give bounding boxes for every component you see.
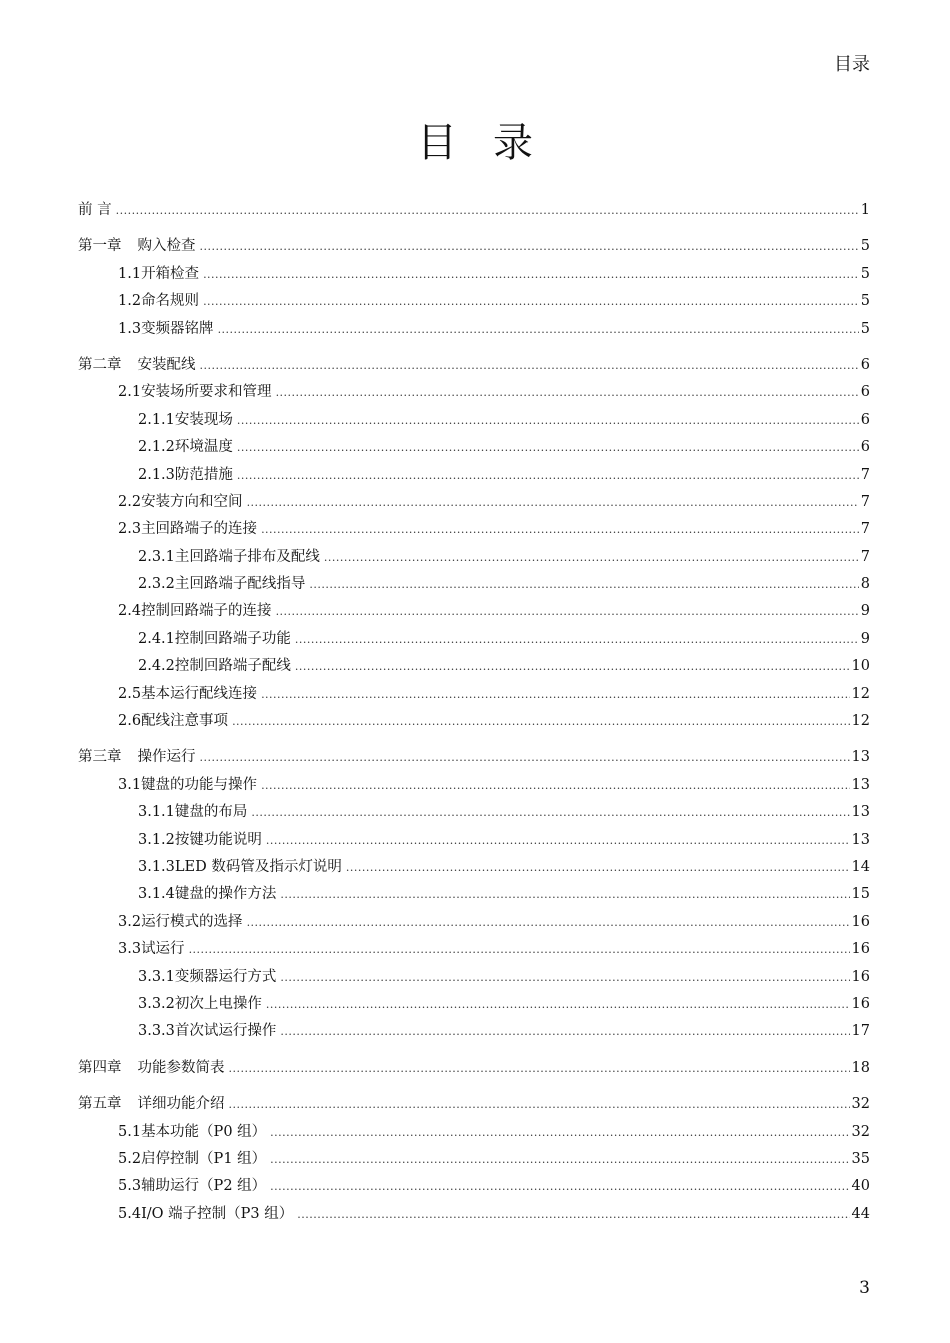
toc-entry-number: 3.3.1 bbox=[138, 968, 175, 985]
toc-entry[interactable] bbox=[78, 965, 870, 992]
toc-entry-page: 13 bbox=[851, 776, 870, 793]
toc-entry[interactable] bbox=[78, 800, 870, 827]
toc-entry-label: 首次试运行操作 bbox=[174, 1023, 277, 1040]
toc-leader-dots bbox=[229, 1062, 850, 1075]
toc-entry[interactable] bbox=[78, 289, 870, 316]
toc-entry-number: 2.5 bbox=[118, 685, 142, 702]
toc-entry[interactable] bbox=[78, 773, 870, 800]
toc-entry-page: 17 bbox=[851, 1023, 870, 1040]
toc-leader-dots bbox=[297, 1208, 849, 1221]
toc-leader-dots bbox=[189, 943, 850, 956]
toc-leader-dots bbox=[280, 971, 849, 984]
toc-entry-number: 3.1.3 bbox=[138, 858, 175, 875]
toc-entry-number: 3.1.4 bbox=[138, 886, 175, 903]
toc-entry-page: 35 bbox=[851, 1150, 870, 1167]
toc-entry-page: 1 bbox=[860, 202, 870, 218]
toc-entry-page: 16 bbox=[851, 913, 870, 930]
toc-entry[interactable] bbox=[78, 234, 870, 261]
toc-entry-page: 40 bbox=[851, 1178, 870, 1195]
toc-entry-label: 主回路端子配线指导 bbox=[174, 576, 306, 593]
toc-entry[interactable] bbox=[78, 882, 870, 909]
toc-entry[interactable] bbox=[78, 1092, 870, 1119]
toc-entry[interactable] bbox=[78, 1174, 870, 1201]
table-of-contents bbox=[78, 198, 870, 1229]
toc-entry-label: 功能参数简表 bbox=[137, 1059, 225, 1076]
toc-leader-dots bbox=[203, 268, 859, 281]
toc-entry-page: 6 bbox=[860, 439, 870, 456]
toc-entry-number: 3.3.2 bbox=[138, 995, 175, 1012]
toc-entry-label: 按键功能说明 bbox=[174, 831, 262, 848]
toc-leader-dots bbox=[237, 441, 859, 454]
toc-entry-label: 启停控制（P1 组） bbox=[141, 1150, 267, 1167]
toc-entry[interactable] bbox=[78, 709, 870, 736]
toc-entry[interactable] bbox=[78, 992, 870, 1019]
toc-entry-label: 控制回路端子功能 bbox=[174, 630, 291, 647]
toc-entry-page: 8 bbox=[860, 576, 870, 593]
toc-entry-page: 5 bbox=[860, 293, 870, 310]
toc-leader-dots bbox=[261, 523, 859, 536]
toc-entry-number: 5.1 bbox=[118, 1123, 142, 1140]
toc-entry[interactable] bbox=[78, 463, 870, 490]
toc-entry-number: 1.1 bbox=[118, 265, 142, 282]
toc-entry-label: 防范措施 bbox=[174, 466, 233, 483]
toc-entry-page: 7 bbox=[860, 521, 870, 538]
toc-entry-page: 13 bbox=[851, 804, 870, 821]
toc-leader-dots bbox=[276, 386, 859, 399]
toc-entry-number: 第三章 bbox=[78, 749, 122, 766]
toc-leader-dots bbox=[270, 1180, 849, 1193]
toc-entry-label: 开箱检查 bbox=[141, 265, 200, 282]
toc-leader-dots bbox=[232, 715, 849, 728]
toc-leader-dots bbox=[324, 551, 859, 564]
toc-entry-page: 7 bbox=[860, 493, 870, 510]
toc-entry[interactable] bbox=[78, 855, 870, 882]
toc-entry-label: 初次上电操作 bbox=[174, 995, 262, 1012]
toc-entry[interactable] bbox=[78, 517, 870, 544]
toc-entry[interactable] bbox=[78, 408, 870, 435]
toc-entry-number: 5.4 bbox=[118, 1205, 142, 1222]
toc-entry-page: 18 bbox=[851, 1059, 870, 1076]
toc-entry-page: 13 bbox=[851, 749, 870, 766]
toc-entry-page: 9 bbox=[860, 630, 870, 647]
toc-leader-dots bbox=[229, 1098, 850, 1111]
toc-entry[interactable] bbox=[78, 572, 870, 599]
toc-entry-label: 键盘的布局 bbox=[174, 804, 248, 821]
toc-leader-dots bbox=[270, 1153, 849, 1166]
toc-entry-page: 16 bbox=[851, 968, 870, 985]
toc-entry-number: 2.4.2 bbox=[138, 658, 175, 675]
toc-entry-page: 12 bbox=[851, 685, 870, 702]
toc-entry[interactable] bbox=[78, 682, 870, 709]
toc-entry-page: 6 bbox=[860, 356, 870, 373]
toc-entry-number: 2.1.3 bbox=[138, 466, 175, 483]
toc-leader-dots bbox=[237, 414, 859, 427]
toc-entry[interactable] bbox=[78, 1120, 870, 1147]
toc-leader-dots bbox=[218, 323, 859, 336]
toc-entry[interactable] bbox=[78, 599, 870, 626]
toc-leader-dots bbox=[295, 660, 850, 673]
toc-entry-label: 键盘的功能与操作 bbox=[141, 776, 258, 793]
toc-entry-number: 3.3.3 bbox=[138, 1023, 175, 1040]
toc-entry[interactable] bbox=[78, 654, 870, 681]
toc-entry-page: 16 bbox=[851, 941, 870, 958]
toc-leader-dots bbox=[200, 240, 859, 253]
toc-entry-label: 基本运行配线连接 bbox=[141, 685, 258, 702]
toc-entry-number: 3.2 bbox=[118, 913, 142, 930]
toc-leader-dots bbox=[266, 834, 850, 847]
toc-entry[interactable] bbox=[78, 745, 870, 772]
toc-entry-page: 5 bbox=[860, 238, 870, 255]
toc-entry-page: 32 bbox=[851, 1123, 870, 1140]
toc-leader-dots bbox=[203, 295, 859, 308]
toc-entry-number: 第五章 bbox=[78, 1096, 122, 1113]
toc-entry-number: 2.2 bbox=[118, 493, 142, 510]
toc-entry-page: 14 bbox=[851, 858, 870, 875]
toc-entry-number: 2.4.1 bbox=[138, 630, 175, 647]
toc-entry-label: 安装场所要求和管理 bbox=[141, 384, 272, 401]
toc-entry[interactable] bbox=[78, 1147, 870, 1174]
toc-leader-dots bbox=[247, 496, 859, 509]
toc-leader-dots bbox=[309, 578, 858, 591]
toc-entry-label: I/O 端子控制（P3 组） bbox=[141, 1205, 294, 1222]
toc-entry-number: 3.1.2 bbox=[138, 831, 175, 848]
toc-entry-label: 控制回路端子配线 bbox=[174, 658, 291, 675]
toc-leader-dots bbox=[266, 998, 850, 1011]
toc-entry-label: 辅助运行（P2 组） bbox=[141, 1178, 267, 1195]
toc-entry[interactable] bbox=[78, 937, 870, 964]
toc-leader-dots bbox=[346, 861, 850, 874]
toc-leader-dots bbox=[270, 1126, 849, 1139]
toc-entry[interactable] bbox=[78, 490, 870, 517]
toc-entry-number: 3.3 bbox=[118, 941, 142, 958]
toc-entry-page: 44 bbox=[851, 1205, 870, 1222]
toc-entry-label: 安装方向和空间 bbox=[141, 493, 243, 510]
toc-entry-number: 2.3.1 bbox=[138, 548, 175, 565]
toc-leader-dots bbox=[247, 916, 850, 929]
toc-entry-number: 1.3 bbox=[118, 320, 142, 337]
toc-leader-dots bbox=[200, 359, 859, 372]
toc-entry-number: 3.1.1 bbox=[138, 804, 175, 821]
toc-entry[interactable] bbox=[78, 353, 870, 380]
toc-entry[interactable] bbox=[78, 627, 870, 654]
toc-entry-label: 主回路端子排布及配线 bbox=[174, 548, 320, 565]
toc-entry-page: 10 bbox=[851, 658, 870, 675]
toc-leader-dots bbox=[200, 751, 850, 764]
toc-entry[interactable] bbox=[78, 198, 870, 225]
toc-entry-number: 1.2 bbox=[118, 293, 142, 310]
toc-entry-number: 2.3.2 bbox=[138, 576, 175, 593]
toc-entry-label: 环境温度 bbox=[174, 439, 233, 456]
toc-entry[interactable] bbox=[78, 262, 870, 289]
toc-entry-page: 13 bbox=[851, 831, 870, 848]
toc-leader-dots bbox=[251, 806, 849, 819]
toc-leader-dots bbox=[276, 605, 859, 618]
toc-entry-label: 命名规则 bbox=[141, 293, 200, 310]
toc-entry-label: 运行模式的选择 bbox=[141, 913, 243, 930]
toc-entry-page: 15 bbox=[851, 886, 870, 903]
toc-leader-dots bbox=[280, 888, 849, 901]
toc-entry[interactable] bbox=[78, 910, 870, 937]
toc-entry-number: 5.2 bbox=[118, 1150, 142, 1167]
toc-entry-label: 主回路端子的连接 bbox=[141, 521, 258, 538]
toc-entry-number: 3.1 bbox=[118, 776, 142, 793]
toc-entry-label: 安装配线 bbox=[137, 356, 196, 373]
toc-entry-number: 2.1 bbox=[118, 384, 142, 401]
toc-entry-page: 6 bbox=[860, 411, 870, 428]
toc-entry[interactable] bbox=[78, 435, 870, 462]
toc-leader-dots bbox=[295, 633, 859, 646]
toc-entry-page: 12 bbox=[851, 713, 870, 730]
toc-entry-number: 2.1.1 bbox=[138, 411, 175, 428]
toc-entry-number: 2.1.2 bbox=[138, 439, 175, 456]
running-header: 目录 bbox=[834, 54, 870, 75]
toc-entry[interactable] bbox=[78, 545, 870, 572]
toc-entry[interactable] bbox=[78, 828, 870, 855]
toc-entry-label: 购入检查 bbox=[137, 238, 196, 255]
toc-entry-page: 32 bbox=[851, 1096, 870, 1113]
toc-entry-page: 6 bbox=[860, 384, 870, 401]
toc-entry-number: 2.4 bbox=[118, 603, 142, 620]
page-title: 目录 bbox=[417, 119, 569, 166]
toc-entry-label: 控制回路端子的连接 bbox=[141, 603, 272, 620]
toc-leader-dots bbox=[116, 204, 859, 217]
toc-entry-page: 5 bbox=[860, 320, 870, 337]
toc-entry-page: 9 bbox=[860, 603, 870, 620]
toc-entry-number: 5.3 bbox=[118, 1178, 142, 1195]
toc-entry-number: 第二章 bbox=[78, 356, 122, 373]
toc-entry-number: 第一章 bbox=[78, 238, 122, 255]
toc-entry-page: 7 bbox=[860, 548, 870, 565]
toc-entry-page: 7 bbox=[860, 466, 870, 483]
toc-entry-label: 详细功能介绍 bbox=[137, 1096, 225, 1113]
toc-entry-number: 2.3 bbox=[118, 521, 142, 538]
toc-entry-label: 配线注意事项 bbox=[141, 713, 229, 730]
toc-entry-page: 16 bbox=[851, 995, 870, 1012]
toc-entry-label: 操作运行 bbox=[137, 749, 196, 766]
toc-leader-dots bbox=[261, 779, 849, 792]
toc-entry[interactable] bbox=[78, 380, 870, 407]
toc-entry-page: 5 bbox=[860, 265, 870, 282]
toc-entry-label: 键盘的操作方法 bbox=[174, 886, 277, 903]
toc-entry-label: 前 言 bbox=[78, 202, 112, 218]
toc-entry[interactable] bbox=[78, 317, 870, 344]
toc-entry-label: 变频器铭牌 bbox=[141, 320, 214, 337]
toc-leader-dots bbox=[261, 688, 849, 701]
toc-entry-number: 2.6 bbox=[118, 713, 142, 730]
toc-leader-dots bbox=[237, 469, 859, 482]
toc-entry-label: 试运行 bbox=[141, 941, 185, 958]
toc-entry-label: LED 数码管及指示灯说明 bbox=[174, 858, 342, 875]
page-number: 3 bbox=[859, 1278, 870, 1298]
toc-entry-label: 变频器运行方式 bbox=[174, 968, 277, 985]
toc-entry-label: 安装现场 bbox=[174, 411, 233, 428]
toc-entry[interactable] bbox=[78, 1056, 870, 1083]
toc-entry-number: 第四章 bbox=[78, 1059, 122, 1076]
toc-entry[interactable] bbox=[78, 1202, 870, 1229]
toc-entry-label: 基本功能（P0 组） bbox=[141, 1123, 267, 1140]
toc-entry[interactable] bbox=[78, 1019, 870, 1046]
toc-leader-dots bbox=[280, 1025, 849, 1038]
